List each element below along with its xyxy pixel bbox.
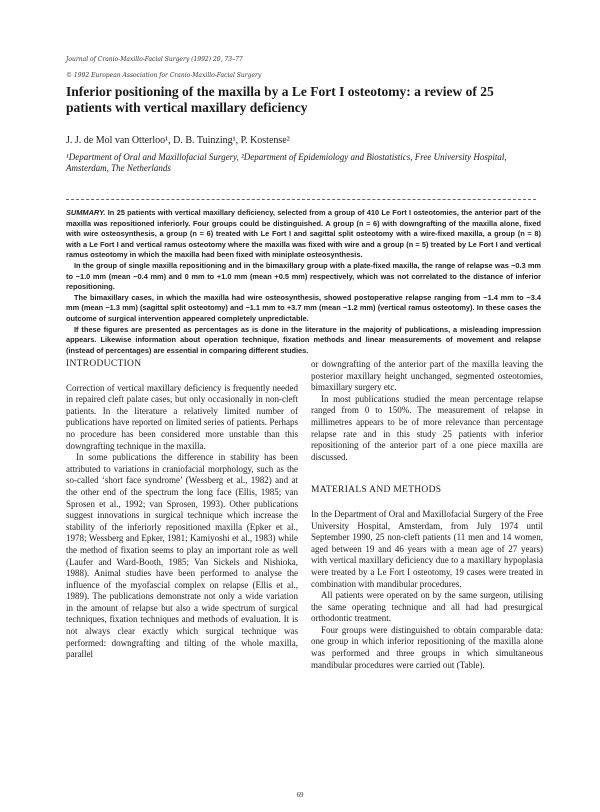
author-list: J. J. de Mol van Otterloo¹, D. B. Tuinzing¹, P. Kostense² — [66, 135, 290, 146]
section-heading-materials-methods: MATERIALS AND METHODS — [311, 485, 442, 496]
body-paragraph: Four groups were distinguished to obtain comparable data: one group in which inferior repositioning of the maxilla alone was performed and three groups in which simultaneous mandibular procedures were carried out (Table). — [311, 624, 543, 670]
summary-label: SUMMARY. — [66, 208, 106, 217]
body-paragraph: Correction of vertical maxillary deficiency is frequently needed in repaired cleft palate cases, but only occasionally in non-cleft patients. In the literature a relatively limited number of publications have reported on limited series of patients. Perhaps no procedure has been considered more unstable than this downgrafting technique in the maxilla. — [66, 382, 298, 451]
section-divider — [66, 199, 536, 200]
right-column — [311, 359, 543, 671]
abstract — [66, 208, 541, 356]
journal-header — [66, 48, 261, 88]
body-paragraph: In most publications studied the mean percentage relapse ranged from 0 to 150%. The measurement of relapse in millimetres appears to be of more relevance than percentage relapse rate and in this study 25 patients with inferior repositioning of the anterior part of a one piece maxilla are discussed. — [311, 393, 543, 462]
journal-citation: Journal of Cranio-Maxillo-Facial Surgery (1992) 20, 73–77 — [66, 56, 243, 63]
abstract-paragraph — [66, 208, 541, 261]
article-title: Inferior positioning of the maxilla by a Le Fort I osteotomy: a review of 25 patients with vertical maxillary deficiency — [66, 84, 494, 115]
page-number: 69 — [296, 791, 304, 799]
body-paragraph: In some publications the difference in stability has been attributed to variations in craniofacial morphology, such as the so-called ‘short face syndrome’ (Wessberg et al., 1982) and at the other end of the spectrum the long face (Ellis, 1985; van Sprosen et al., 1992; van Sprosen, 1993). Other publications suggest innovations in surgical technique which increase the stability of the inferiorly repositioned maxilla (Epker et al., 1978; Wessberg and Epker, 1981; Kamiyoshi et al., 1983) while the method of fixation seems to play an important role as well (Laufer and Ward-Booth, 1985; Van Sickels and Nishioka, 1988). Animal studies have been performed to analyse the influence of the myofascial complex on relapse (Ellis et al., 1989). The publications demonstrate not only a wide variation in the amount of relapse but also a wide spectrum of surgical techniques, fixation techniques and methods of evaluation. It is not always clear exactly which surgical technique was performed: downgrafting and tilting of the whole maxilla, parallel — [66, 452, 298, 660]
author-affiliation: ¹Department of Oral and Maxillofacial Surgery, ²Department of Epidemiology and Biostatistics, Free University Hospital, Amsterdam, The Netherlands — [66, 152, 507, 173]
abstract-paragraph: The bimaxillary cases, in which the maxilla had wire osteosynthesis, showed postoperative relapse ranging from −1.4 mm to −3.4 mm (mean −1.3 mm) (sagittal split osteotomy) and −1.1 mm to +3.7 mm (mean −1.2 mm) (vertical ramus osteotomy). In these cases the outcome of surgical intervention appeared completely unpredictable. — [66, 292, 541, 323]
journal-copyright: © 1992 European Association for Cranio-Maxillo-Facial Surgery — [66, 72, 262, 79]
abstract-paragraph: If these figures are presented as percentages as is done in the literature in the majority of publications, a misleading impression appears. Likewise information about operation technique, fixation methods and linear measurements of movement and relapse (instead of percentages) are essential in comparing different studies. — [66, 324, 541, 355]
body-paragraph: All patients were operated on by the same surgeon, utilising the same operating technique and all had had presurgical orthodontic treatment. — [311, 590, 543, 624]
left-column — [66, 359, 298, 661]
abstract-paragraph: In the group of single maxilla repositioning and in the bimaxillary group with a plate-fixed maxilla, the range of relapse was −0.3 mm to −1.0 mm (mean −0.4 mm) and 0 mm to +1.0 mm (mean +0.5 mm) respectively, which was not correlated to the distance of inferior repositioning. — [66, 260, 541, 292]
abstract-text: In 25 patients with vertical maxillary deficiency, selected from a group of 410 Le Fort I osteotomies, the anterior part of the maxilla was repositioned inferiorly. Four groups could be distinguished. A group (n = 6) with downgrafting of the maxilla alone, fixed with wire osteosynthesis, a group (n = 6) treated with Le Fort I and sagittal split osteotomy with a wire-fixed maxilla, a group (n = 8) with a Le Fort I and vertical ramus osteotomy where the maxilla was fixed with wire and a group (n = 5) treated by Le Fort I and vertical ramus osteotomy in which the maxilla had been fixed with miniplate osteosynthesis. — [66, 208, 541, 260]
section-heading-introduction: INTRODUCTION — [66, 359, 142, 369]
body-paragraph: In the Department of Oral and Maxillofacial Surgery of the Free University Hospital, Amsterdam, from July 1974 until September 1990, 25 non-cleft patients (11 men and 14 women, aged between 19 and 46 years with a mean age of 27 years) with vertical maxillary deficiency due to a maxillary hypoplasia were treated by a Le Fort I osteotomy, 19 cases were treated in combination with mandibular procedures. — [311, 508, 543, 589]
body-paragraph: or downgrafting of the anterior part of the maxilla leaving the posterior maxillary height unchanged, segmented osteotomies, bimaxillary surgery etc. — [311, 359, 543, 393]
